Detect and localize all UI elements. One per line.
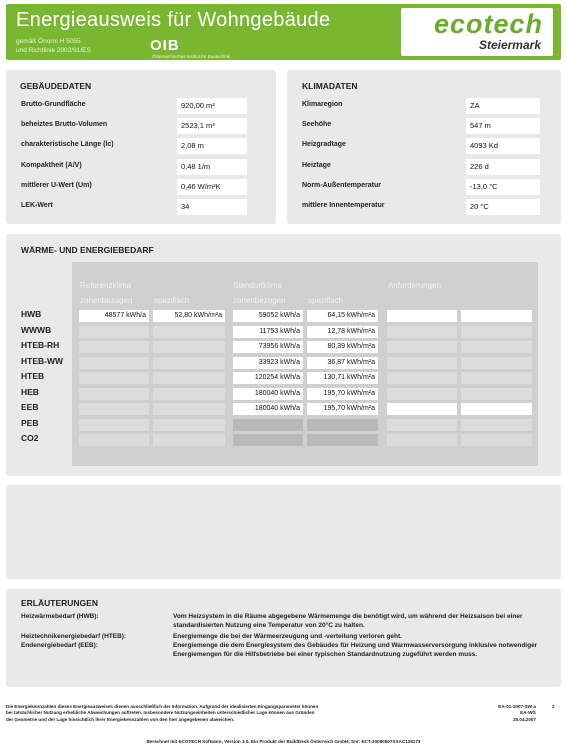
norm-line-2: und Richtlinie 2002/91/ES <box>16 47 91 54</box>
klima-value: 20 °C <box>466 199 540 215</box>
gebaeude-row <box>21 159 247 175</box>
energy-cell <box>461 434 532 446</box>
energy-cell <box>153 419 225 431</box>
energy-row-label: HTEB-WW <box>21 355 64 366</box>
klima-row <box>302 199 540 215</box>
gebaeude-label: mittlerer U-Wert (Um) <box>21 181 92 189</box>
gebaeude-row <box>21 98 247 114</box>
document-id: EA-01-2007-SW-a <box>498 704 536 709</box>
document-id-block <box>470 704 536 723</box>
energy-row-label: HEB <box>21 386 39 397</box>
gebaeude-row <box>21 118 247 134</box>
energy-cell <box>233 434 303 446</box>
waerme-title: WÄRME- UND ENERGIEBEDARF <box>21 245 154 255</box>
norm-reference <box>16 37 91 55</box>
energy-cell: 36,87 kWh/m²a <box>307 357 378 369</box>
energy-cell: 195,70 kWh/m²a <box>307 403 378 415</box>
klima-label: mittlere Innentemperatur <box>302 202 385 209</box>
subhead-ref-spezifisch: spezifisch <box>154 296 190 305</box>
gebaeudedaten-title: GEBÄUDEDATEN <box>20 81 92 91</box>
energy-cell <box>79 357 149 369</box>
energy-cell <box>387 403 457 415</box>
energy-row-label: PEB <box>21 417 39 428</box>
gebaeude-label: beheiztes Brutto-Volumen <box>21 121 108 129</box>
disclaimer-line-2: bei tatsächlicher Nutzung erhebliche Abweichungen auftreten. Insbesondere Nutzungseinheiten unterschiedlicher Lage können aus Gründen <box>6 710 315 716</box>
energy-cell <box>387 341 457 353</box>
klimadaten-panel <box>287 70 561 224</box>
gebaeude-value: 2,08 m <box>177 138 247 154</box>
energy-cell <box>461 388 532 400</box>
energy-cell <box>387 357 457 369</box>
energy-cell: 120254 kWh/a <box>233 372 303 384</box>
energy-cell <box>153 341 225 353</box>
energy-cell <box>387 326 457 338</box>
energy-cell <box>79 388 149 400</box>
gebaeude-value: 920,00 m² <box>177 98 247 114</box>
gebaeude-label: Kompaktheit (A/V) <box>21 161 82 169</box>
energy-cell: 48577 kWh/a <box>79 310 149 322</box>
erlaeuterungen-title: ERLÄUTERUNGEN <box>21 598 98 608</box>
energy-cell <box>153 326 225 338</box>
brand-name: ecotech <box>433 9 543 39</box>
disclaimer-line-1: Die Energiekennzahlen dieses Energieausweises dienen ausschließlich der Information. Aufgrund der idealisierten Eingangsparameter können <box>6 704 319 709</box>
energy-row-label: CO2 <box>21 433 39 443</box>
energy-cell: 59052 kWh/a <box>233 310 303 322</box>
gebaeude-value: 2523,1 m³ <box>177 118 247 134</box>
energy-cell <box>387 372 457 384</box>
blank-panel <box>6 485 561 579</box>
term-hwb: Heizwärmebedarf (HWB): <box>21 613 99 620</box>
energy-cell: 12,78 kWh/m²a <box>307 326 378 338</box>
page-number: 2 <box>552 704 555 709</box>
gebaeude-value: 0,48 1/m <box>177 159 247 175</box>
klima-value: 4093 Kd <box>466 138 540 154</box>
header-banner <box>6 4 561 60</box>
energy-cell <box>307 434 378 446</box>
energy-cell <box>79 419 149 431</box>
energy-cell <box>461 341 532 353</box>
energy-cell: 33923 kWh/a <box>233 357 303 369</box>
energy-cell: 80,39 kWh/m²a <box>307 341 378 353</box>
group-standortklima: Standortklima <box>233 281 282 290</box>
gebaeude-row <box>21 199 247 215</box>
gebaeude-label: Brutto-Grundfläche <box>21 101 86 108</box>
disclaimer-line-3: der Geometrie und der Lage hinsichtlich ihrer Energiekennzahlen von den hier angegebenen abweichen. <box>6 716 235 722</box>
klima-label: Heiztage <box>302 161 331 169</box>
energy-cell <box>387 419 457 431</box>
def-hteb: Energiemenge die bei der Wärmeerzeugung und -verteilung verloren geht. <box>173 633 402 640</box>
energy-cell <box>307 419 378 431</box>
energy-cell <box>461 310 532 322</box>
gebaeude-value: 34 <box>177 199 247 215</box>
energy-cell: 11753 kWh/a <box>233 326 303 338</box>
norm-line-1: gemäß Önorm H 5055 <box>16 38 81 45</box>
term-hteb: Heiztechnikenergiebedarf (HTEB): <box>21 633 127 640</box>
brand-region: Steiermark <box>478 38 541 52</box>
def-eeb: Energiemenge die dem Energiesystem des Gebäudes für Heizung und Warmwasserversorgung inklusive notwendiger Energiemengen für die Hilfsbetriebe bei einer typischen Standardnutzung zugeführt werden muss. <box>173 642 538 658</box>
term-eeb: Endenergiebedarf (EEB): <box>21 642 98 649</box>
energy-cell <box>461 419 532 431</box>
klima-row <box>302 118 540 134</box>
energy-cell: 195,70 kWh/m²a <box>307 388 378 400</box>
energy-cell <box>153 372 225 384</box>
energy-cell <box>153 434 225 446</box>
klimadaten-title: KLIMADATEN <box>302 81 358 91</box>
energy-cell <box>153 388 225 400</box>
klima-row <box>302 179 540 195</box>
document-date: 25.04.2007 <box>513 716 536 722</box>
document-type: EA-WG <box>520 710 536 716</box>
energy-cell <box>79 403 149 415</box>
klima-row <box>302 159 540 175</box>
gebaeude-row <box>21 179 247 195</box>
group-anforderungen: Anforderungen <box>388 281 441 290</box>
subhead-ref-zonenbezogen: zonenbezogen <box>80 296 133 305</box>
klima-value: -13,0 °C <box>466 179 540 195</box>
gebaeudedaten-panel <box>6 70 276 224</box>
energy-cell <box>153 357 225 369</box>
subhead-std-zonenbezogen: zonenbezogen <box>233 296 286 305</box>
gebaeude-label: LEK-Wert <box>21 202 53 209</box>
energy-row-label: HTEB-RH <box>21 340 60 350</box>
klima-value: ZA <box>466 98 540 114</box>
group-referenzklima: Referenzklima <box>80 281 132 290</box>
oib-subtitle: Österreichisches Institut für Bautechnik <box>152 54 231 59</box>
energy-cell: 180040 kWh/a <box>233 403 303 415</box>
klima-value: 226 d <box>466 159 540 175</box>
energy-cell <box>387 434 457 446</box>
energy-row-label: HTEB <box>21 371 45 381</box>
klima-label: Seehöhe <box>302 121 332 129</box>
energy-row-label: WWWB <box>21 324 52 335</box>
energy-cell <box>461 357 532 369</box>
klima-label: Klimaregion <box>302 101 343 108</box>
disclaimer <box>6 704 426 723</box>
klima-row <box>302 98 540 114</box>
energy-cell: 52,80 kWh/m²a <box>153 310 225 322</box>
energy-cell <box>79 372 149 384</box>
energy-cell <box>387 388 457 400</box>
energy-cell <box>79 341 149 353</box>
energy-row-label: EEB <box>21 402 39 412</box>
document-title: Energieausweis für Wohngebäude <box>16 9 331 31</box>
energy-cell <box>461 372 532 384</box>
energy-cell <box>461 403 532 415</box>
klima-value: 547 m <box>466 118 540 134</box>
klima-label: Norm-Außentemperatur <box>302 181 381 189</box>
subhead-std-spezifisch: spezifisch <box>308 296 344 305</box>
energy-cell: 180040 kWh/a <box>233 388 303 400</box>
energy-cell <box>461 326 532 338</box>
gebaeude-row <box>21 138 247 154</box>
energy-cell: 64,15 kWh/m²a <box>307 310 378 322</box>
energy-cell: 73956 kWh/a <box>233 341 303 353</box>
oib-logo: OIB <box>150 37 180 54</box>
energy-cell <box>79 434 149 446</box>
ecotech-logo <box>401 8 553 56</box>
energy-row-label: HWB <box>21 309 42 319</box>
klima-row <box>302 138 540 154</box>
energy-cell <box>79 326 149 338</box>
energy-cell <box>153 403 225 415</box>
energy-cell: 130,71 kWh/m²a <box>307 372 378 384</box>
software-credit: Berechnet mit ECOTECH Software, Version 3.0. Ein Produkt der BuildDesk Österreich GmbH; Snr: ECT-20080507XXAC128173 <box>146 739 421 744</box>
def-hwb: Vom Heizsystem in die Räume abgegebene Wärmemenge die benötigt wird, um während der Heizsaison bei einer standardisierten Nutzung eine Temperatur von 20°C zu halten. <box>173 613 523 629</box>
gebaeude-value: 0,46 W/m²K <box>177 179 247 195</box>
gebaeude-label: charakteristische Länge (lc) <box>21 141 114 149</box>
klima-label: Heizgradtage <box>302 141 346 149</box>
energy-cell <box>387 310 457 322</box>
energy-cell <box>233 419 303 431</box>
